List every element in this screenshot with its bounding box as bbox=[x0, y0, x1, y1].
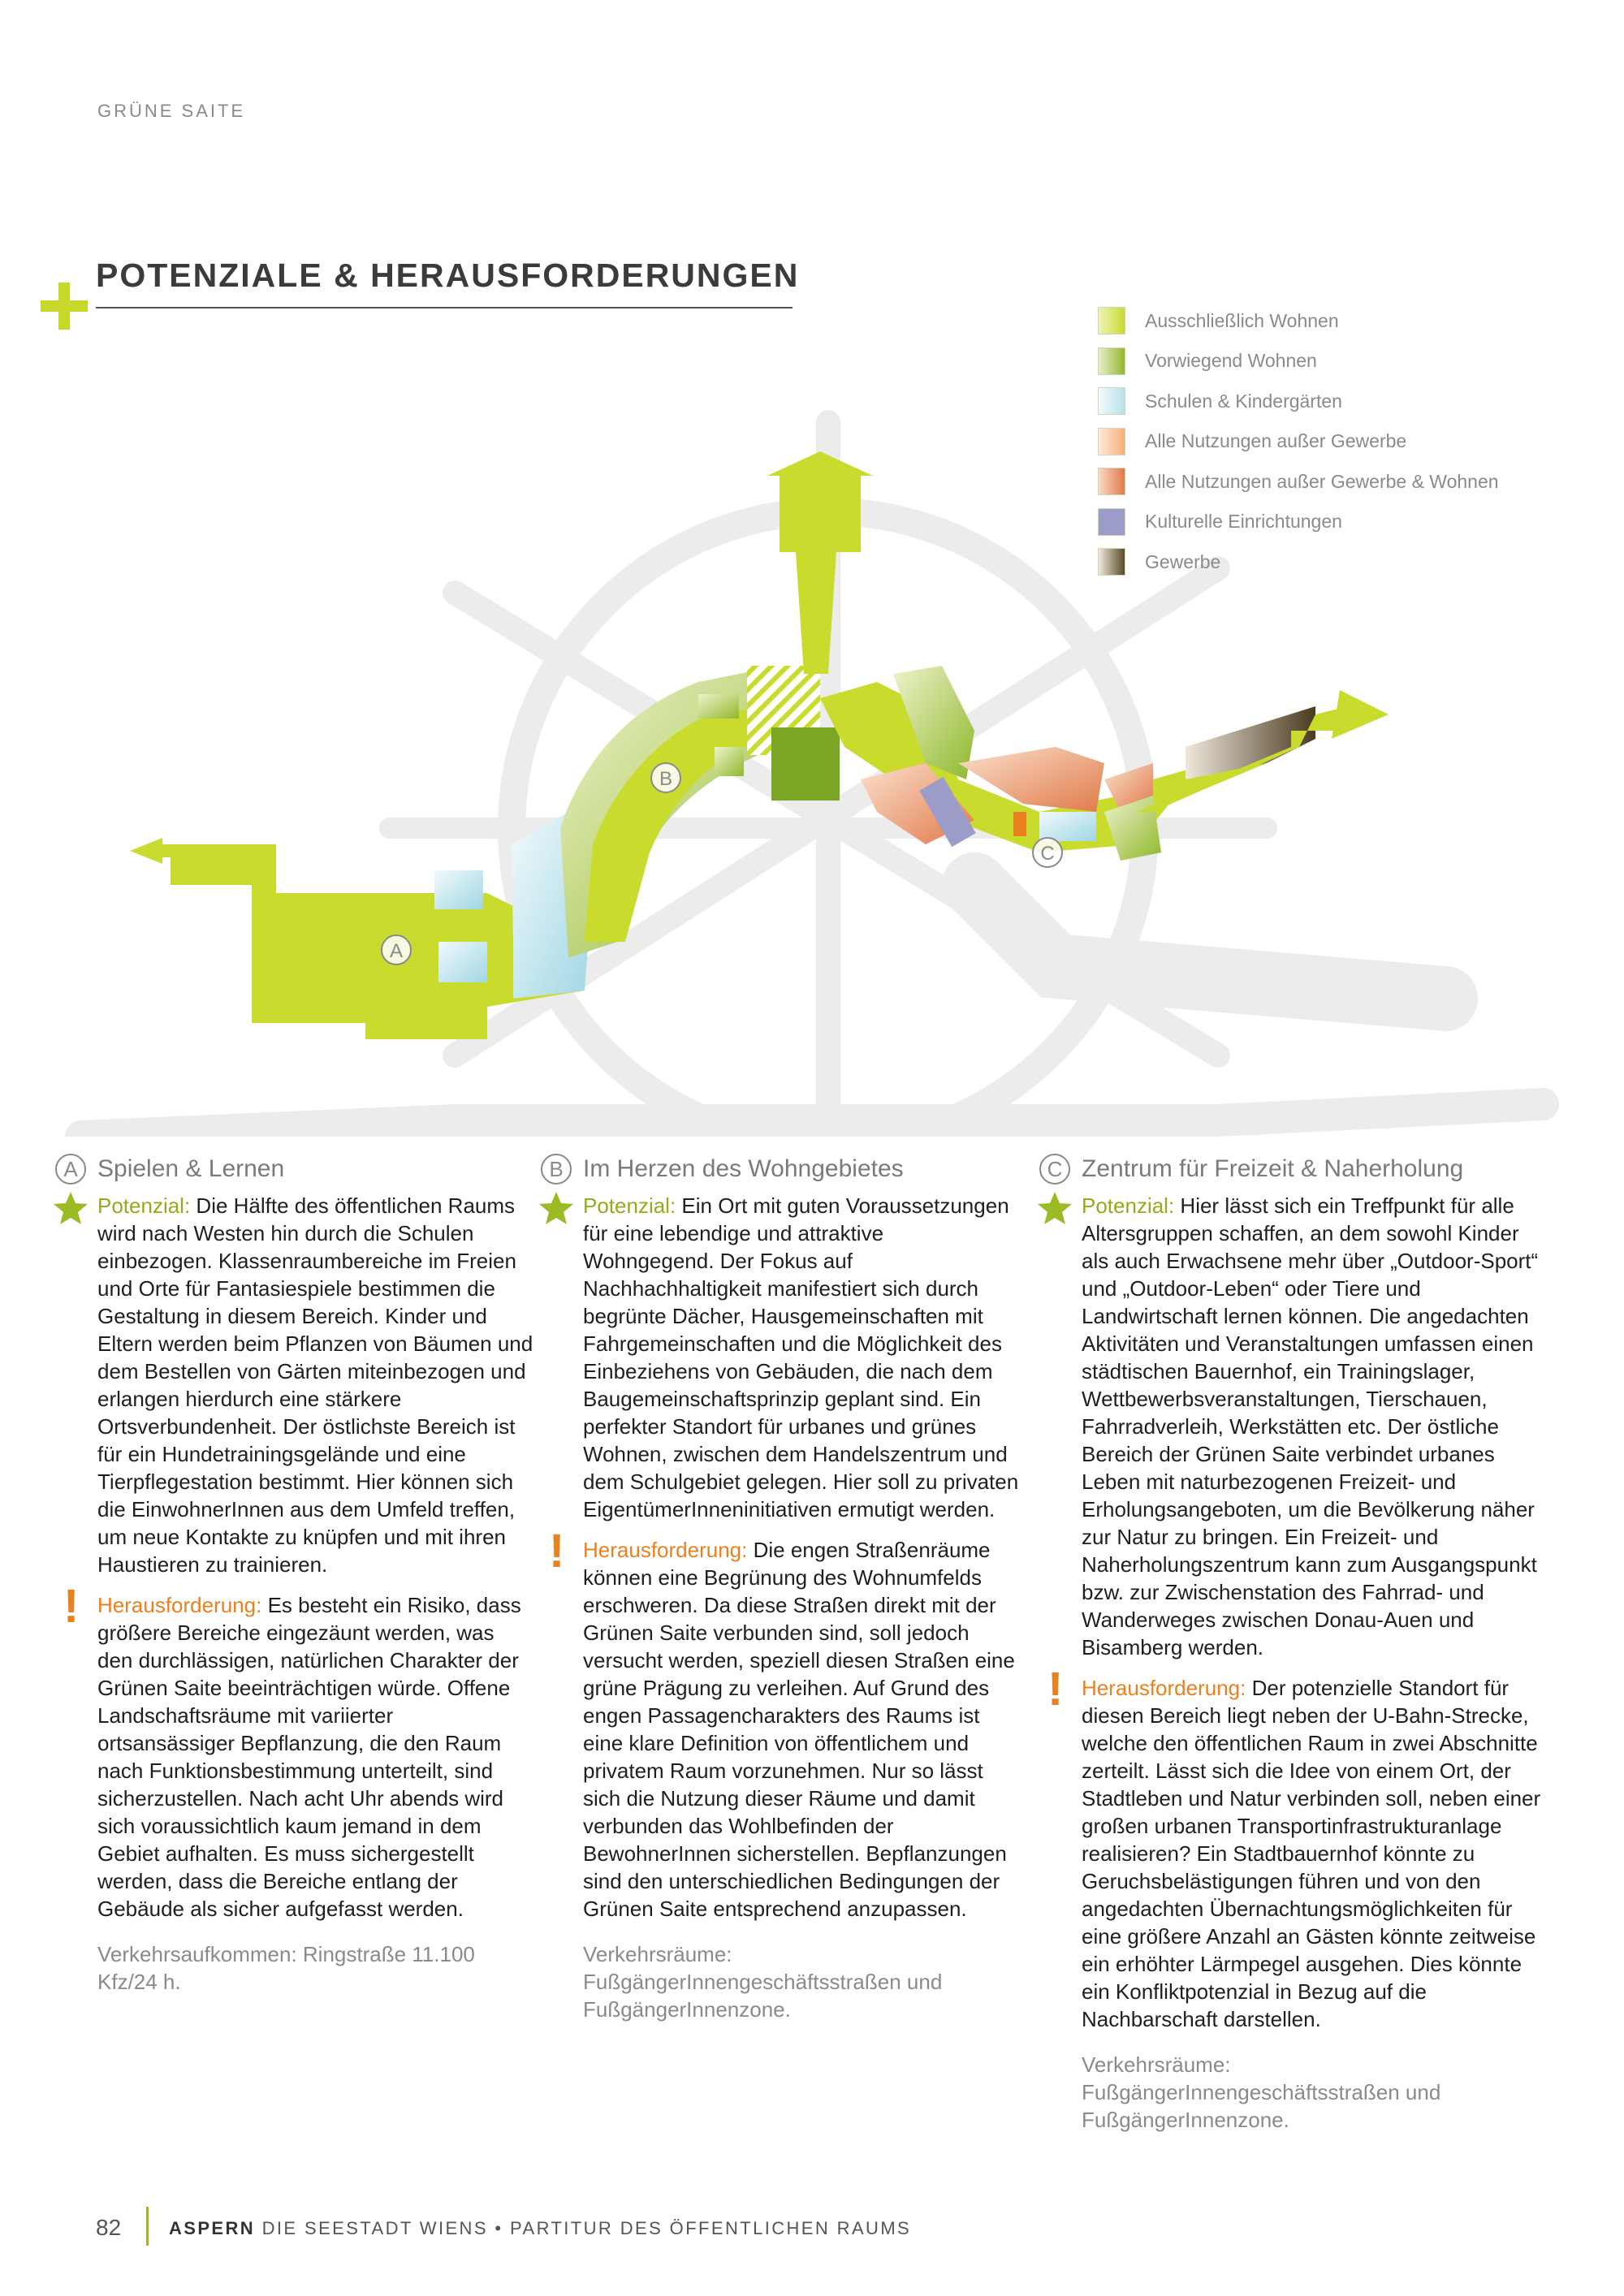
herausforderung-text: Die engen Straßenräume können eine Begrünung des Wohnumfelds erschweren. Da diese Straßen direkt mit der Grünen Saite verbunden sind, soll jedoch versucht werden, speziell diesen Straßen eine grüne Prägung zu verleihen. Auf Grund des engen Passagencharakters des Raums ist eine klare Definition von öffentlichem und privatem Raum vorzunehmen. Nur so lässt sich die Nutzung dieser Räume und damit verbunden das Wohlbefinden der BewohnerInnen sicherstellen. Bepflanzungen sind den unterschiedlichen Bedingungen der Grünen Saite entsprechend anzupassen. bbox=[583, 1538, 1015, 1921]
herausforderung-label: Herausforderung: bbox=[583, 1538, 748, 1562]
map-label-c bbox=[1033, 838, 1062, 867]
legend-item bbox=[1098, 468, 1499, 495]
traffic-note: Verkehrsräume: FußgängerInnengeschäftsstraßen und FußgängerInnenzone. bbox=[1082, 2052, 1441, 2132]
exclamation-icon: ! bbox=[63, 1580, 80, 1633]
page-title: POTENZIALE & HERAUSFORDERUNGEN bbox=[96, 257, 800, 294]
legend-swatch bbox=[1098, 347, 1125, 375]
arrow-east bbox=[1332, 690, 1389, 739]
column-letter: B bbox=[541, 1154, 572, 1185]
column-letter: C bbox=[1039, 1154, 1070, 1185]
legend-label: Ausschließlich Wohnen bbox=[1145, 309, 1339, 331]
herausforderung-text: Der potenzielle Standort für diesen Bereich liegt neben der U-Bahn-Strecke, welche den öffentlichen Raum in zwei Abschnitte zerteilt. Lässt sich die Idee von einem Ort, der Stadtleben und Natur verbinden soll, neben einer großen urbanen Transportinfrastrukturanlage realisieren? Ein Stadtbauernhof könnte zu Geruchsbelästigungen führen und von den angedachten Übernachtungsmöglichkeiten für eine größere Anzahl an Gästen könnte zeitweise ein erhöhter Lärmpegel ausgehen. Dies könnte ein Konfliktpotenzial in Bezug auf die Nachbarschaft darstellen. bbox=[1082, 1676, 1541, 2031]
zone-b-block2 bbox=[715, 747, 744, 776]
star-icon bbox=[538, 1190, 575, 1226]
exclamation-icon: ! bbox=[1047, 1663, 1064, 1716]
plus-icon bbox=[39, 281, 89, 331]
potenzial-paragraph bbox=[1039, 1192, 1543, 1661]
zone-b-block1 bbox=[698, 694, 739, 719]
page-number: 82 bbox=[96, 2215, 122, 2240]
column-title: Spielen & Lernen bbox=[97, 1155, 285, 1182]
traffic-note: Verkehrsaufkommen: Ringstraße 11.100 Kfz/24 h. bbox=[97, 1942, 475, 1994]
herausforderung-paragraph bbox=[55, 1580, 534, 1923]
legend bbox=[1098, 307, 1499, 589]
exclamation-icon: ! bbox=[549, 1525, 565, 1577]
herausforderung-paragraph bbox=[1039, 1663, 1543, 2033]
potenzial-text: Hier lässt sich ein Treffpunkt für alle Altersgruppen schaffen, an dem sowohl Kinder als auch Erwachsene mehr über „Outdoor-Sport“ und „Outdoor-Leben“ oder Tiere und Landwirtschaft lernen können. Die angedachten Aktivitäten und Veranstaltungen umfassen einen städtischen Bauernhof, ein Trainingslager, Wettbewerbsveranstaltungen, Tierschauen, Fahrradverleih, Werkstätten etc. Der östliche Bereich der Grünen Saite verbindet urbanes Leben mit naturbezogenen Freizeit- und Erholungsangeboten, um die Bevölkerung näher zur Natur zu bringen. Ein Freizeit- und Naherholungszentrum kann zum Ausgangspunkt bzw. zur Zwischenstation des Fahrrad- und Wanderweges zwischen Donau-Auen und Bisamberg werden. bbox=[1082, 1193, 1539, 1659]
legend-swatch bbox=[1098, 548, 1125, 576]
legend-item bbox=[1098, 387, 1499, 415]
potenzial-text: Die Hälfte des öffentlichen Raums wird nach Westen hin durch die Schulen einbezogen. Klassenraumbereiche im Freien und Orte für Fantasiespiele bestimmen die Gestaltung in diesem Bereich. Kinder und Eltern werden beim Pflanzen von Bäumen und dem Bestellen von Gärten miteinbezogen und erlangen hierdurch eine stärkere Ortsverbundenheit. Der östlichste Bereich ist für ein Hundetrainingsgelände und eine Tierpflegestation bestimmt. Hier können sich die EinwohnerInnen aus dem Umfeld treffen, um neue Kontakte zu knüpfen und mit ihren Haustieren zu trainieren. bbox=[97, 1193, 533, 1577]
map-label-a bbox=[382, 935, 411, 965]
column-heading bbox=[1039, 1151, 1543, 1187]
legend-label: Alle Nutzungen außer Gewerbe & Wohnen bbox=[1145, 470, 1499, 492]
zone-dark-green bbox=[771, 727, 840, 801]
map-label-c-text: C bbox=[1040, 843, 1055, 865]
column-b bbox=[541, 1151, 1020, 2023]
herausforderung-label: Herausforderung: bbox=[1082, 1676, 1246, 1700]
zone-school-c bbox=[1039, 812, 1096, 841]
footer-brand: ASPERN bbox=[169, 2218, 256, 2238]
column-title: Im Herzen des Wohngebietes bbox=[583, 1155, 904, 1182]
legend-label: Schulen & Kindergärten bbox=[1145, 390, 1342, 412]
star-icon bbox=[52, 1190, 89, 1226]
legend-item bbox=[1098, 508, 1499, 536]
zone-school-a1 bbox=[434, 870, 483, 909]
potenzial-label: Potenzial: bbox=[583, 1193, 676, 1218]
herausforderung-paragraph bbox=[541, 1525, 1020, 1923]
footer-text bbox=[169, 2218, 911, 2239]
potenzial-text: Ein Ort mit guten Voraussetzungen für eine lebendige und attraktive Wohngegend. Der Fokus auf Nachhachhaltigkeit manifestiert sich durch begrünte Dächer, Hausgemeinschaften mit Fahrgemeinschaften und die Möglichkeit des Einbeziehens von Gebäuden, die nach dem Baugemeinschaftsprinzip geplant sind. Ein perfekter Standort für urbanes und grünes Wohnen, zwischen dem Handelszentrum und dem Schulgebiet gelegen. Hier soll zu privaten EigentümerInneninitiativen ermutigt werden. bbox=[583, 1193, 1019, 1521]
legend-label: Alle Nutzungen außer Gewerbe bbox=[1145, 430, 1407, 451]
legend-label: Gewerbe bbox=[1145, 550, 1221, 572]
column-heading bbox=[55, 1151, 534, 1187]
footer-divider bbox=[146, 2207, 149, 2246]
star-icon bbox=[1036, 1190, 1073, 1226]
legend-item bbox=[1098, 548, 1499, 576]
zone-orange-small bbox=[1013, 812, 1026, 836]
map-label-b bbox=[651, 763, 680, 792]
potenzial-label: Potenzial: bbox=[1082, 1193, 1175, 1218]
legend-item bbox=[1098, 307, 1499, 334]
legend-swatch bbox=[1098, 387, 1125, 415]
title-underline bbox=[96, 307, 793, 309]
traffic-note: Verkehrsräume: FußgängerInnengeschäftsstraßen und FußgängerInnenzone. bbox=[583, 1942, 943, 2022]
column-title: Zentrum für Freizeit & Naherholung bbox=[1082, 1155, 1464, 1182]
legend-item bbox=[1098, 428, 1499, 455]
column-c bbox=[1039, 1151, 1543, 2134]
legend-swatch bbox=[1098, 468, 1125, 495]
legend-swatch bbox=[1098, 307, 1125, 334]
herausforderung-label: Herausforderung: bbox=[97, 1593, 262, 1617]
map-label-b-text: B bbox=[659, 768, 673, 790]
legend-swatch bbox=[1098, 508, 1125, 536]
potenzial-label: Potenzial: bbox=[97, 1193, 191, 1218]
map-label-a-text: A bbox=[389, 940, 404, 962]
potenzial-paragraph bbox=[541, 1192, 1020, 1523]
section-label: GRÜNE SAITE bbox=[97, 101, 246, 121]
footer-subtitle: DIE SEESTADT WIENS • PARTITUR DES ÖFFENTLICHEN RAUMS bbox=[261, 2218, 912, 2238]
legend-item bbox=[1098, 347, 1499, 375]
legend-label: Kulturelle Einrichtungen bbox=[1145, 511, 1342, 532]
zone-school-a3 bbox=[438, 942, 487, 982]
column-a bbox=[55, 1151, 534, 1996]
legend-label: Vorwiegend Wohnen bbox=[1145, 350, 1317, 371]
legend-swatch bbox=[1098, 428, 1125, 455]
herausforderung-text: Es besteht ein Risiko, dass größere Bereiche eingezäunt werden, was den durchlässigen, natürlichen Charakter der Grünen Saite beeinträchtigen würde. Offene Landschaftsräume mit variierter ortsansässiger Bepflanzung, die den Raum nach Funktionsbestimmung unterteilt, sind sicherzustellen. Nach acht Uhr abends wird sich voraussichtlich kaum jemand in dem Gebiet aufhalten. Es muss sichergestellt werden, dass die Bereiche entlang der Gebäude als sicher aufgefasst werden. bbox=[97, 1593, 521, 1921]
column-heading bbox=[541, 1151, 1020, 1187]
potenzial-paragraph bbox=[55, 1192, 534, 1578]
column-letter: A bbox=[55, 1154, 86, 1185]
zone-north-spur bbox=[780, 471, 861, 674]
